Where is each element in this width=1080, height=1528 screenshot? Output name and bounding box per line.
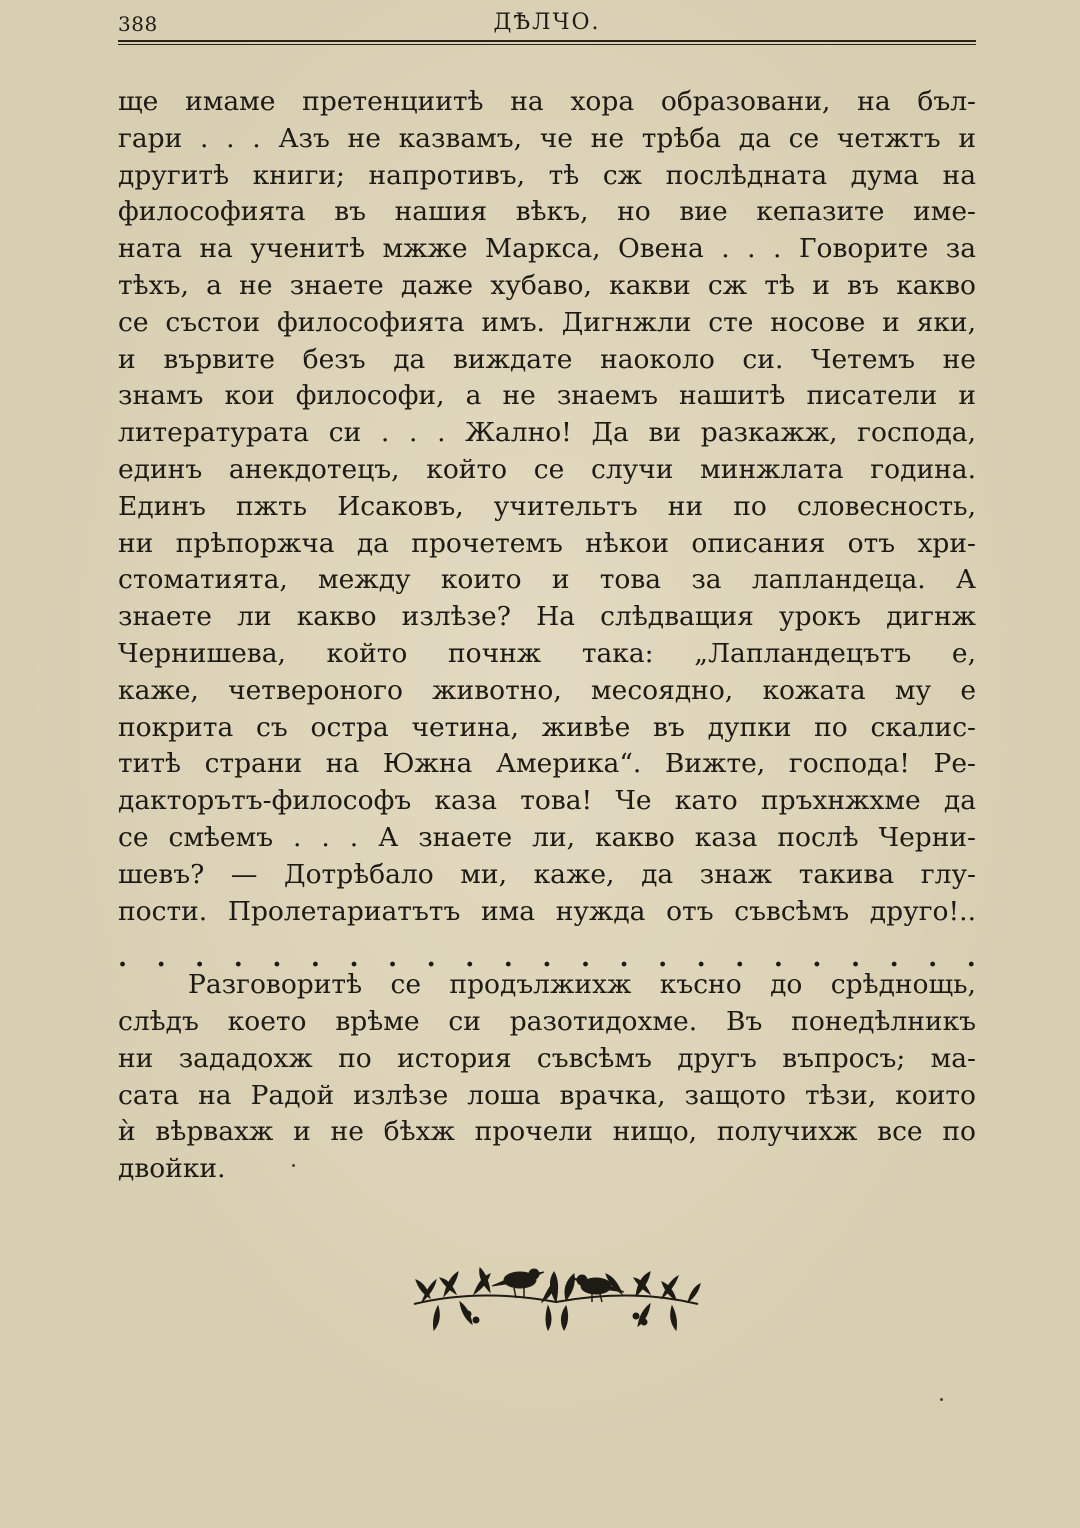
- ellipsis-dot: .: [889, 943, 899, 974]
- text-line: Единъ пжть Исаковъ, учительтъ ни по словесность,: [118, 490, 976, 522]
- page-header: [118, 8, 976, 38]
- text-line: пости. Пролетариатътъ има нужда отъ съвсѣмъ друго!..: [118, 895, 976, 927]
- ellipsis-dot: .: [465, 943, 475, 974]
- paragraph-line: ни зададохж по история съвсѣмъ другъ въпросъ; ма-: [118, 1042, 976, 1074]
- ellipsis-dot: .: [233, 943, 243, 974]
- paragraph-line: ѝ вѣрвахж и не бѣхж прочели нищо, получихж все по: [118, 1116, 976, 1148]
- text-line: знамъ кои философи, а не знаемъ нашитѣ писатели и: [118, 380, 976, 412]
- text-line: покрита съ остра четина, живѣе въ дупки по скалис-: [118, 711, 976, 743]
- ellipsis-dot: .: [195, 943, 205, 974]
- text-line: литературата си . . . Жално! Да ви разкажж, господа,: [118, 417, 976, 449]
- text-line: ще имаме претенциитѣ на хора образовани, на бъл-: [118, 86, 976, 117]
- ellipsis-dots: [118, 940, 976, 977]
- paper-speck: [292, 1164, 295, 1167]
- ellipsis-dot: .: [658, 943, 668, 974]
- ellipsis-dot: .: [156, 943, 166, 974]
- header-rule: [118, 40, 976, 46]
- text-line: другитѣ книги; напротивъ, тѣ сж послѣдната дума на: [118, 159, 976, 191]
- text-line: дакторътъ-философъ каза това! Че като пръхнжхме да: [118, 785, 976, 817]
- ellipsis-dot: .: [542, 943, 552, 974]
- ellipsis-dot: .: [272, 943, 282, 974]
- paragraph-line: Разговоритѣ се продължихж късно до срѣднощь,: [188, 969, 976, 1001]
- ellipsis-dot: .: [580, 943, 590, 974]
- ellipsis-dot: .: [850, 943, 861, 974]
- body-text: [118, 84, 976, 1188]
- ellipsis-dot: .: [928, 943, 938, 974]
- ellipsis-dot: .: [426, 943, 436, 974]
- text-line: и вървите безъ да виждате наоколо си. Четемъ не: [118, 343, 976, 375]
- text-line: титѣ страни на Южна Америка“. Вижте, господа! Ре-: [118, 748, 976, 780]
- text-line: се състои философията имъ. Дигнжли сте носове и яки,: [118, 306, 976, 338]
- text-line: единъ анекдотецъ, който се случи минжлата година.: [118, 453, 976, 485]
- ellipsis-dot: .: [388, 943, 398, 974]
- ellipsis-dot: .: [773, 943, 783, 974]
- ellipsis-dot: .: [966, 943, 976, 974]
- text-line: гари . . . Азъ не казвамъ, че не трѣба да се четжтъ и: [118, 122, 976, 154]
- ellipsis-separator: [118, 930, 976, 974]
- ellipsis-dot: .: [118, 943, 128, 974]
- running-title: ДѢЛЧО.: [493, 10, 601, 35]
- ellipsis-dot: .: [310, 943, 320, 974]
- text-line: каже, четвероного животно, месоядно, кожата му е: [118, 674, 976, 706]
- vignette-birds-and-leaves-icon: [410, 1258, 702, 1338]
- ellipsis-dot: .: [619, 943, 629, 974]
- text-line: шевъ? — Дотрѣбало ми, каже, да знаж такива глу-: [118, 858, 976, 890]
- page-number: 388: [118, 12, 158, 36]
- text-line: се смѣемъ . . . А знаете ли, какво каза послѣ Черни-: [118, 821, 976, 853]
- ellipsis-dot: .: [696, 943, 706, 974]
- ellipsis-dot: .: [735, 943, 745, 974]
- text-line: ни прѣпоржча да прочетемъ нѣкои описания отъ хри-: [118, 527, 976, 559]
- paragraph-line: слѣдъ което врѣме си разотидохме. Въ понедѣлникъ: [118, 1005, 976, 1037]
- paragraph-line: сата на Радой излѣзе лоша врачка, защото тѣзи, които: [118, 1079, 976, 1111]
- ellipsis-dot: .: [349, 943, 359, 974]
- ellipsis-dot: .: [503, 943, 513, 974]
- text-line: Чернишева, който почнж така: „Лапландецътъ е,: [118, 637, 976, 669]
- text-line: стоматията, между които и това за лапландеца. А: [118, 564, 976, 596]
- ellipsis-dot: .: [812, 943, 822, 974]
- text-line: ната на ученитѣ мжже Маркса, Овена . . . Говорите за: [118, 233, 976, 265]
- paragraph-line: двойки.: [118, 1153, 226, 1185]
- paper-speck: [940, 1398, 943, 1401]
- text-line: тѣхъ, а не знаете даже хубаво, какви сж тѣ и въ какво: [118, 269, 976, 301]
- text-line: знаете ли какво излѣзе? На слѣдващия урокъ дигнж: [118, 601, 976, 633]
- text-line: философията въ нашия вѣкъ, но вие кепазите име-: [118, 196, 976, 228]
